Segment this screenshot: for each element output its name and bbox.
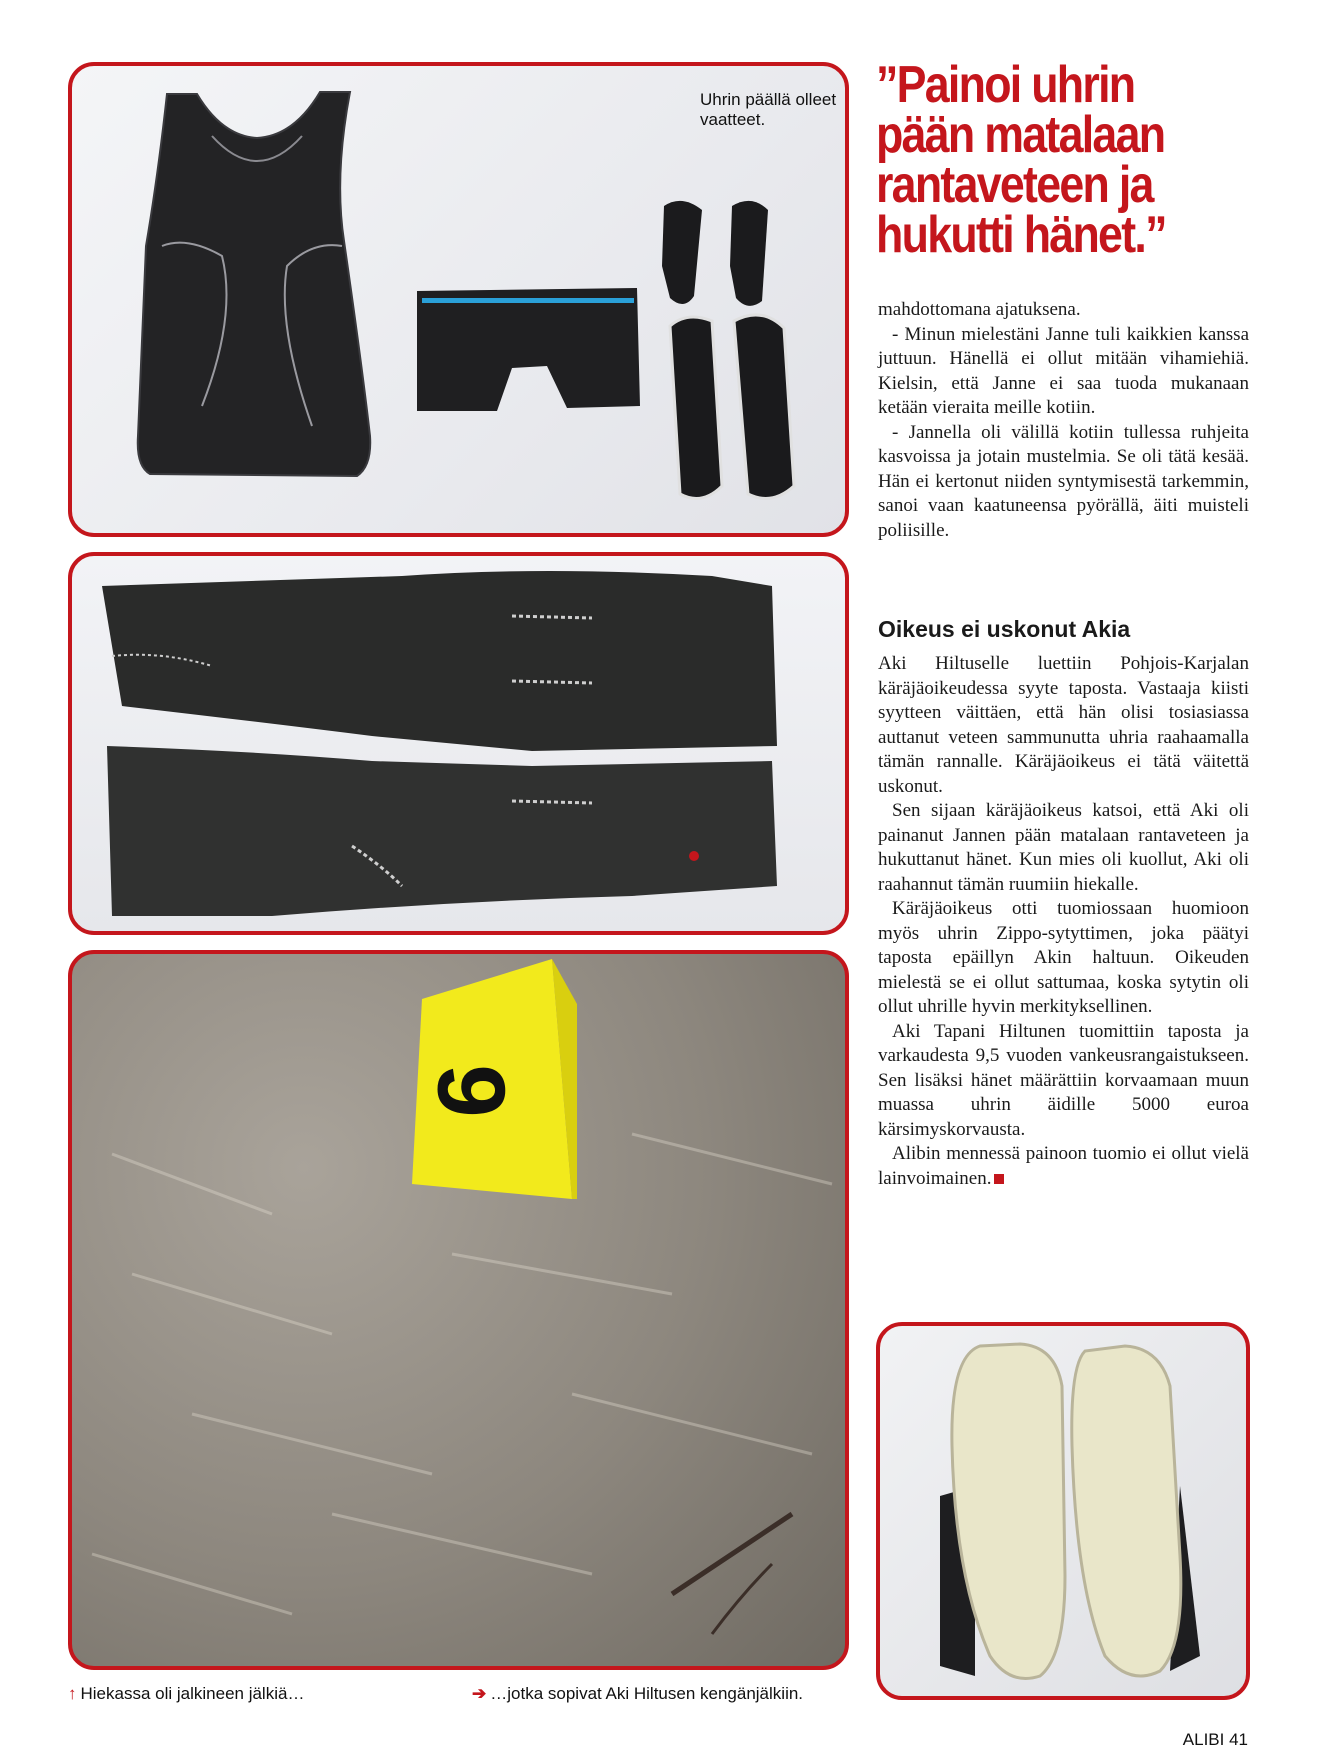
photo-victim-clothes (68, 62, 849, 537)
end-mark-icon (994, 1174, 1004, 1184)
caption-shoe-match-text: …jotka sopivat Aki Hiltusen kengänjälkiin. (490, 1684, 804, 1703)
photo-sand-footprints (68, 950, 849, 1670)
photo-caption-clothes: Uhrin päällä olleet vaatteet. (700, 90, 837, 129)
sole-right (1072, 1346, 1181, 1676)
caption-shoe-match (472, 1684, 803, 1704)
caption-footprints-text: Hiekassa oli jalkineen jälkiä… (80, 1684, 305, 1703)
article-paragraph-last-text: Alibin mennessä painoon tuomio ei ollut vielä lainvoimainen. (878, 1143, 1249, 1189)
page-number: ALIBI 41 (1182, 1730, 1248, 1749)
tank-top-shape (138, 92, 370, 476)
clothes-illustration (72, 66, 849, 537)
pull-quote-headline: ”Painoi uhrin pään matalaan rantaveteen ja hukutti hänet.” (876, 56, 1166, 264)
evidence-marker-number: 9 (417, 1064, 525, 1118)
sock-right-shape (730, 201, 768, 306)
article-text-main (878, 652, 1249, 1191)
article-paragraph: Aki Tapani Hiltunen tuomittiin taposta ja varkaudesta 9,5 vuoden vankeusrangaistukseen. Sen lisäksi hänet määrättiin korvaamaan muun muassa uhrin äidille 5000 euroa kärsimyskorvausta. (878, 1020, 1249, 1140)
article-paragraph: - Jannella oli välillä kotiin tullessa ruhjeita kasvoissa ja jotain mustelmia. Se oli tätä kesää. Hän ei kertonut niiden syntymisestä tarkemmin, sanoi vaan kaatuneensa pyörällä, äiti muisteli poliisille. (878, 421, 1249, 541)
article-text-top (878, 298, 1249, 543)
article-paragraph: Käräjäoikeus otti tuomiossaan huomioon myös uhrin Zippo-sytyttimen, joka päätyi taposta epäillyn Akin haltuun. Oikeuden mielestä se ei ollut sattumaa, koska sytytin oli ollut uhrille hyvin merkityksellinen. (878, 898, 1249, 1017)
shoe-right-shape (734, 315, 794, 499)
jeans-lower-leg (107, 746, 777, 916)
shorts-shape (417, 288, 640, 411)
arrow-up-icon: ↑ (68, 1684, 77, 1703)
caption-footprints (68, 1684, 304, 1704)
jeans-upper-leg (102, 571, 777, 751)
photo-victim-jeans (68, 552, 849, 935)
article-paragraph: Sen sijaan käräjäoikeus katsoi, että Aki oli painanut Jannen pään matalaan rantaveteen ja hukuttanut hänet. Kun mies oli kuollut, Aki oli raahannut tämän ruumiin hiekalle. (878, 800, 1249, 895)
soles-illustration (880, 1326, 1250, 1700)
section-subheading: Oikeus ei uskonut Akia (878, 616, 1131, 642)
arrow-right-icon: ➔ (472, 1684, 487, 1703)
article-paragraph: - Minun mielestäni Janne tuli kaikkien kanssa juttuun. Hänellä ei ollut mitään vihamiehiä. Kielsin, että Janne ei saa tuoda mukanaan ketään vieraita meille kotiin. (878, 323, 1249, 418)
sock-left-shape (662, 201, 702, 304)
shoe-left-shape (670, 317, 722, 499)
article-paragraph-last (878, 1142, 1249, 1191)
sand-illustration (72, 954, 849, 1670)
article-paragraph: Aki Hiltuselle luettiin Pohjois-Karjalan käräjäoikeudessa syyte taposta. Vastaaja kiisti syytteen väittäen, että hän olisi tosiasiassa auttanut veteen sammunutta uhria raahaamalla tämän rannalle. Käräjäoikeus ei tätä väitettä uskonut. (878, 653, 1249, 797)
photo-shoe-soles (876, 1322, 1250, 1700)
jeans-illustration (72, 556, 849, 935)
article-paragraph: mahdottomana ajatuksena. (878, 299, 1081, 320)
